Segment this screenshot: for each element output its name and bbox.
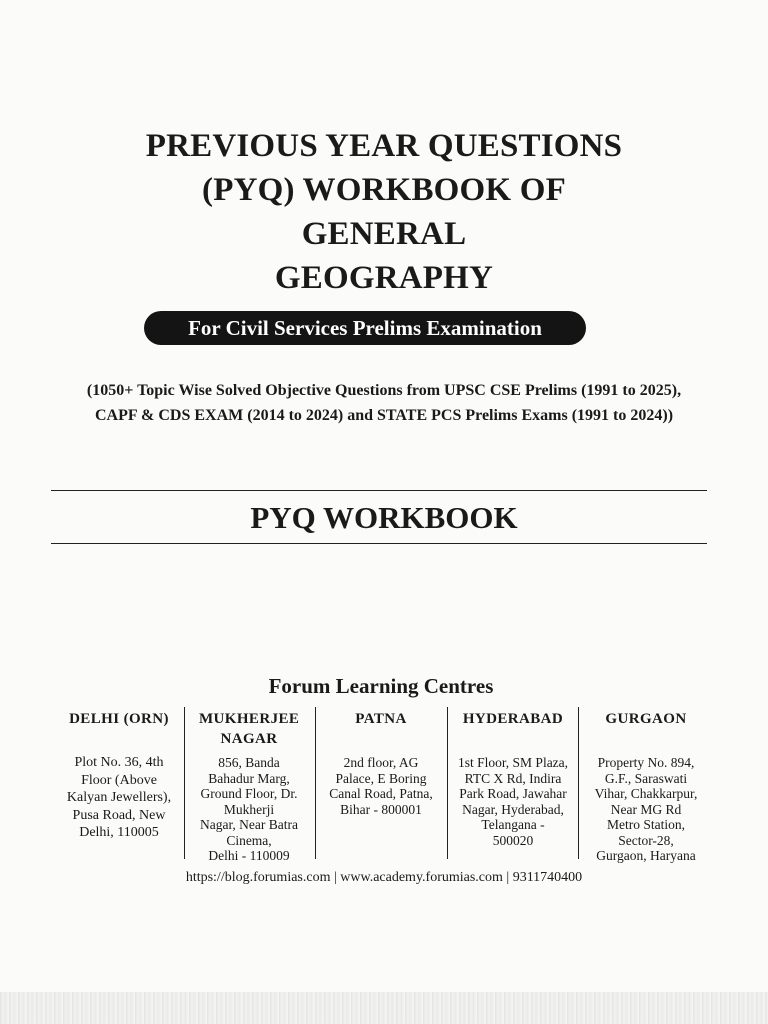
address-line: Near MG Rd xyxy=(610,801,682,817)
centre-name: MUKHERJEE NAGAR xyxy=(199,711,300,747)
address-line: Bahadur Marg, xyxy=(208,770,290,786)
address-line: Cinema, xyxy=(226,832,272,848)
address-line: Plot No. 36, 4th xyxy=(74,755,164,770)
address-line: Kalyan Jewellers), xyxy=(66,790,172,805)
contact-footer: https://blog.forumias.com | www.academy.forumias.com | 9311740400 xyxy=(185,870,583,885)
address-line: Pusa Road, New xyxy=(72,807,166,823)
centre-address xyxy=(316,755,446,817)
subtitle-line: CAPF & CDS EXAM (2014 to 2024) and STATE PCS Prelims Exams (1991 to 2024)) xyxy=(94,407,674,424)
divider-bottom xyxy=(51,543,707,544)
centre-mukherjee-nagar xyxy=(186,709,312,863)
address-line: Palace, E Boring xyxy=(335,770,427,786)
address-line: Delhi - 110009 xyxy=(208,848,290,863)
address-line: 2nd floor, AG xyxy=(343,755,419,770)
address-line: Nagar, Hyderabad, xyxy=(462,801,564,817)
divider-top xyxy=(51,490,707,491)
address-line: Vihar, Chakkarpur, xyxy=(594,786,698,801)
address-line: 1st Floor, SM Plaza, xyxy=(457,755,569,770)
centre-address xyxy=(448,755,578,848)
column-divider xyxy=(184,707,185,859)
subtitle xyxy=(0,378,768,428)
centre-address xyxy=(186,755,312,864)
centre-name: PATNA xyxy=(355,711,407,727)
address-line: Sector-28, xyxy=(618,832,674,848)
address-line: Metro Station, xyxy=(607,817,685,832)
title-line: (PYQ) WORKBOOK OF xyxy=(202,172,566,208)
address-line: Telangana - xyxy=(481,817,545,832)
exam-banner: For Civil Services Prelims Examination xyxy=(144,311,586,345)
centre-name: HYDERABAD xyxy=(462,711,564,727)
address-line: Gurgaon, Haryana xyxy=(596,848,696,863)
address-line: Delhi, 110005 xyxy=(79,825,159,840)
centre-name: GURGAON xyxy=(605,711,687,727)
centre-address xyxy=(54,754,184,842)
title-line: GEOGRAPHY xyxy=(274,260,494,296)
book-title xyxy=(0,124,768,300)
column-divider xyxy=(578,707,579,859)
address-line: Canal Road, Patna, xyxy=(329,786,433,801)
title-line: PREVIOUS YEAR QUESTIONS xyxy=(145,128,623,164)
centre-name: DELHI (ORN) xyxy=(69,711,169,727)
subtitle-line: (1050+ Topic Wise Solved Objective Questions from UPSC CSE Prelims (1991 to 2025), xyxy=(86,382,682,399)
address-line: Mukherji xyxy=(223,801,275,817)
address-line: Ground Floor, Dr. xyxy=(200,786,298,801)
address-line: Bihar - 800001 xyxy=(340,801,422,817)
workbook-label: PYQ WORKBOOK xyxy=(250,500,518,535)
centre-patna xyxy=(316,709,446,817)
title-line: GENERAL xyxy=(301,216,467,252)
address-line: Nagar, Near Batra xyxy=(199,817,299,832)
centre-delhi xyxy=(54,709,184,840)
centre-address xyxy=(580,755,712,864)
address-line: RTC X Rd, Indira xyxy=(464,770,562,786)
scan-edge xyxy=(0,992,768,1024)
centre-hyderabad xyxy=(448,709,578,848)
centre-gurgaon xyxy=(580,709,712,863)
address-line: Property No. 894, xyxy=(597,755,695,770)
address-line: Park Road, Jawahar xyxy=(459,786,567,801)
address-line: 856, Banda xyxy=(218,755,280,770)
address-line: 500020 xyxy=(492,832,534,848)
address-line: G.F., Saraswati xyxy=(604,770,688,786)
address-line: Floor (Above xyxy=(81,772,157,788)
centres-title: Forum Learning Centres xyxy=(268,674,494,698)
